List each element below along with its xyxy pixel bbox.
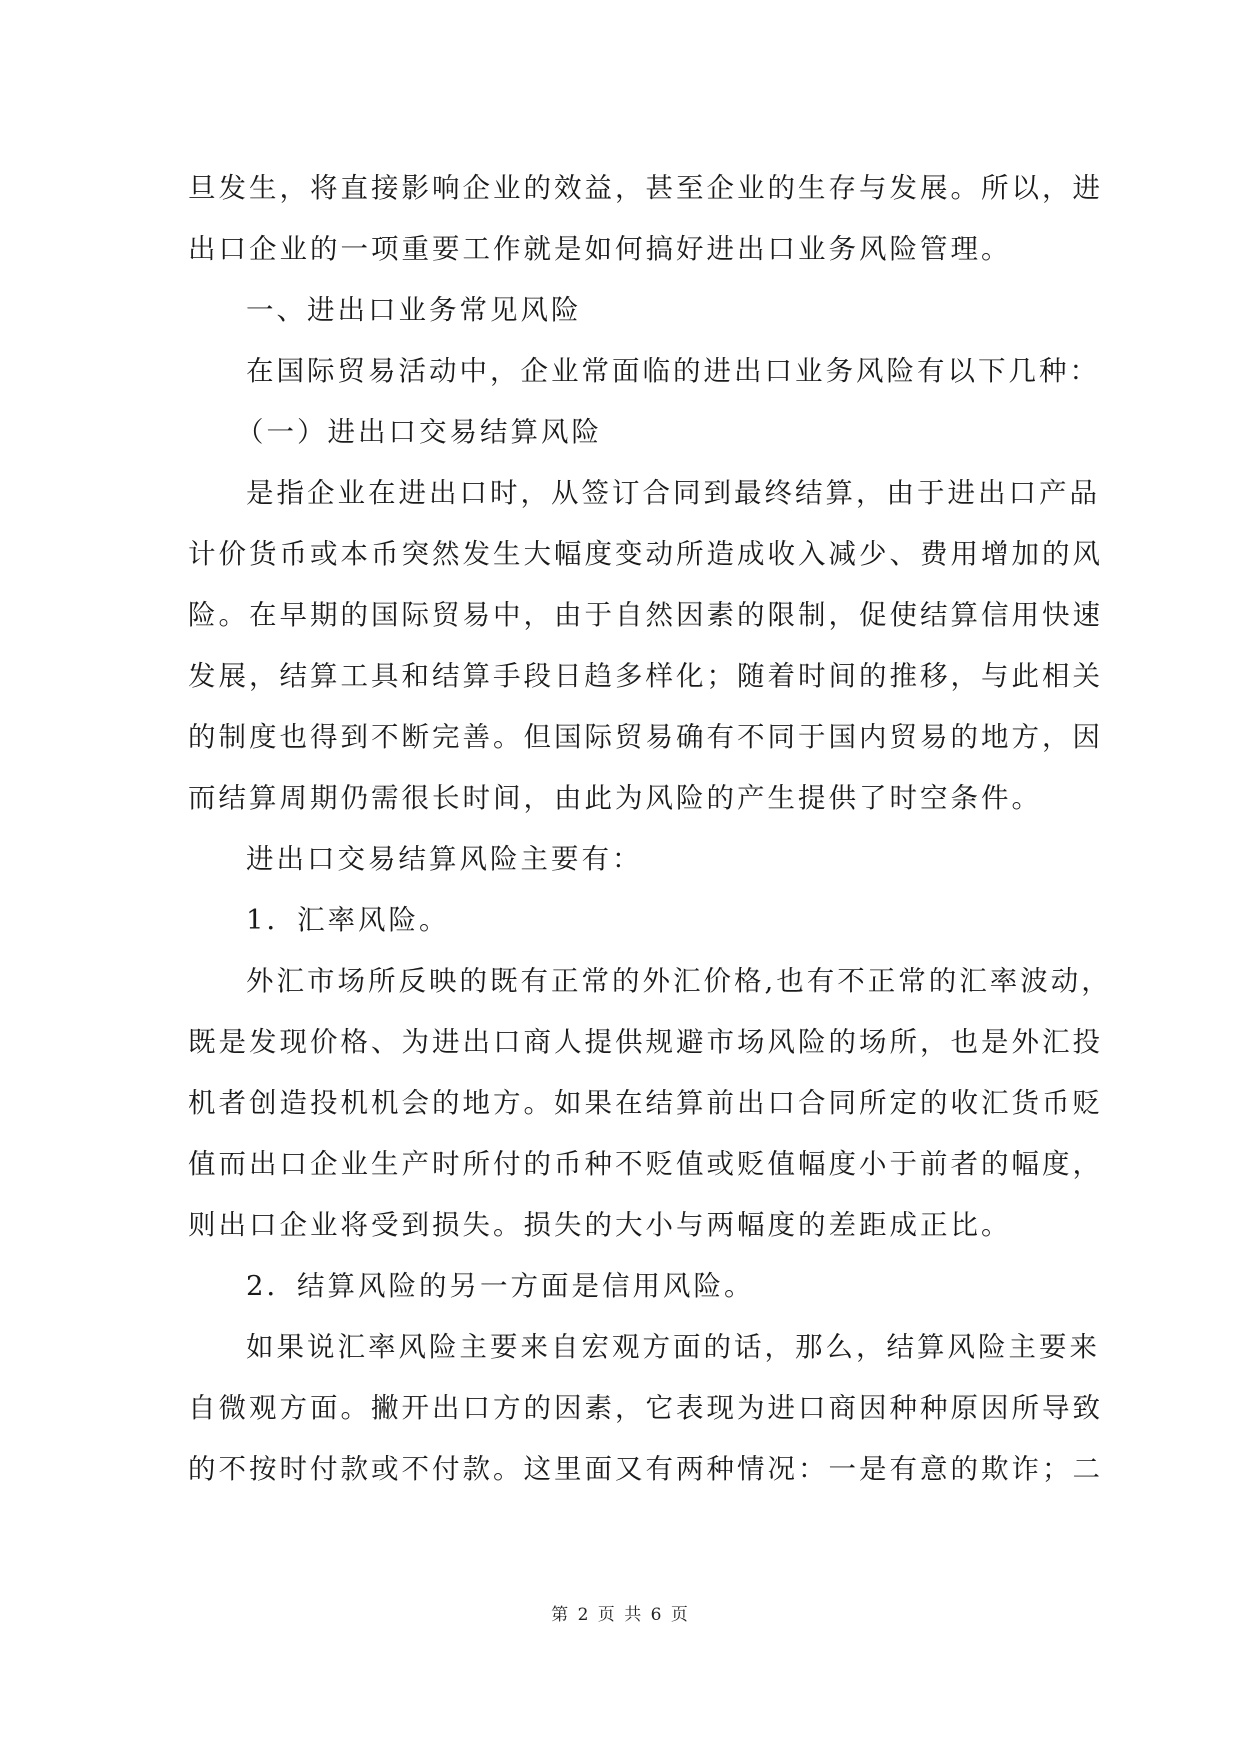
paragraph-3-line-0: （一）进出口交易结算风险	[236, 416, 602, 448]
paragraph-9-line-1: 自微观方面。撇开出口方的因素，它表现为进口商因种种原因所导致	[188, 1392, 1103, 1424]
paragraph-4-line-3: 发展，结算工具和结算手段日趋多样化；随着时间的推移，与此相关	[188, 660, 1103, 692]
paragraph-4-line-5: 而结算周期仍需很长时间，由此为风险的产生提供了时空条件。	[188, 782, 1042, 814]
paragraph-4-line-1: 计价货币或本币突然发生大幅度变动所造成收入减少、费用增加的风	[188, 538, 1103, 570]
paragraph-2-line-0: 在国际贸易活动中，企业常面临的进出口业务风险有以下几种：	[246, 355, 1100, 387]
paragraph-4-line-2: 险。在早期的国际贸易中，由于自然因素的限制，促使结算信用快速	[188, 599, 1103, 631]
paragraph-4-line-4: 的制度也得到不断完善。但国际贸易确有不同于国内贸易的地方，因	[188, 721, 1103, 753]
paragraph-5-line-0: 进出口交易结算风险主要有：	[246, 843, 643, 875]
footer-total-pages: 6	[650, 1605, 664, 1625]
paragraph-6-line-0: 1．汇率风险。	[246, 904, 450, 936]
page-footer	[0, 1600, 1241, 1625]
footer-middle: 页 共	[597, 1605, 644, 1625]
paragraph-4-line-0: 是指企业在进出口时，从签订合同到最终结算，由于进出口产品	[246, 477, 1100, 509]
document-body	[188, 158, 1112, 1500]
paragraph-9-line-2: 的不按时付款或不付款。这里面又有两种情况：一是有意的欺诈；二	[188, 1453, 1103, 1485]
paragraph-8-line-0: 2．结算风险的另一方面是信用风险。	[246, 1270, 755, 1302]
footer-current-page: 2	[577, 1605, 591, 1625]
paragraph-7-line-2: 机者创造投机机会的地方。如果在结算前出口合同所定的收汇货币贬	[188, 1087, 1103, 1119]
footer-prefix: 第	[551, 1605, 571, 1625]
paragraph-0-line-0: 旦发生，将直接影响企业的效益，甚至企业的生存与发展。所以，进	[188, 172, 1103, 204]
paragraph-7-line-0: 外汇市场所反映的既有正常的外汇价格,也有不正常的汇率波动，	[246, 965, 1112, 997]
footer-suffix: 页	[670, 1605, 690, 1625]
paragraph-7-line-3: 值而出口企业生产时所付的币种不贬值或贬值幅度小于前者的幅度，	[188, 1148, 1103, 1180]
paragraph-0-line-1: 出口企业的一项重要工作就是如何搞好进出口业务风险管理。	[188, 233, 1012, 265]
paragraph-9-line-0: 如果说汇率风险主要来自宏观方面的话，那么，结算风险主要来	[246, 1331, 1100, 1363]
paragraph-1-line-0: 一、进出口业务常见风险	[246, 294, 582, 326]
paragraph-7-line-4: 则出口企业将受到损失。损失的大小与两幅度的差距成正比。	[188, 1209, 1012, 1241]
paragraph-7-line-1: 既是发现价格、为进出口商人提供规避市场风险的场所，也是外汇投	[188, 1026, 1103, 1058]
